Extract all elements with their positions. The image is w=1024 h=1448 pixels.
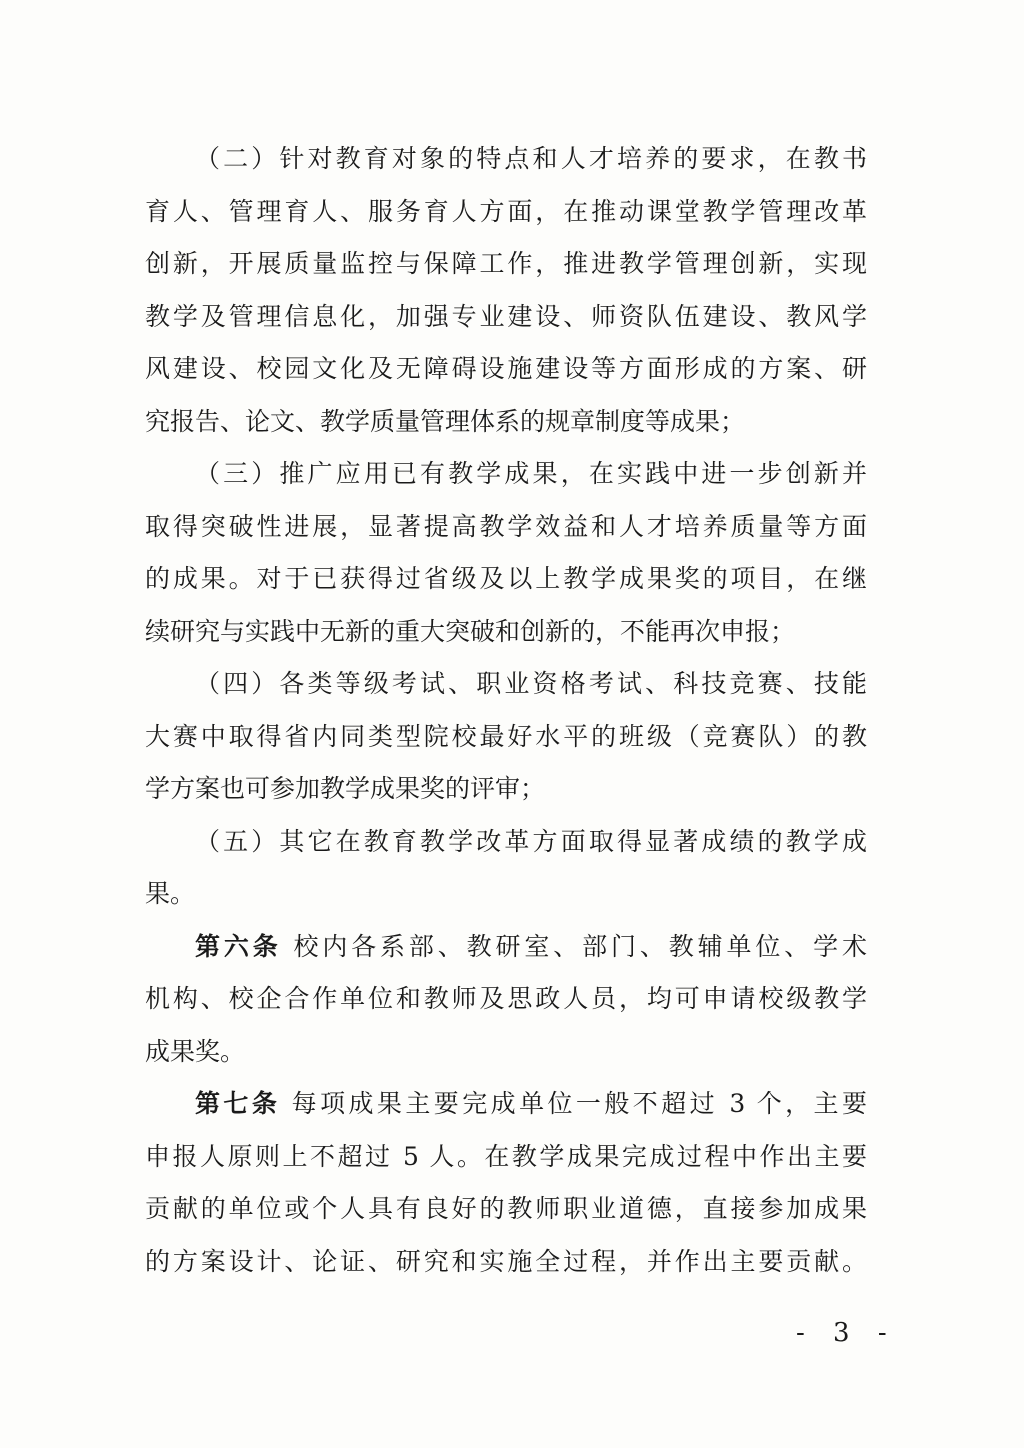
line-text: （二）针对教育对象的特点和人才培养的要求，在教书 [195,144,867,173]
page-number: - 3 - [796,1318,897,1348]
text-line [145,501,867,554]
line-text: 成果奖。 [145,1036,246,1066]
line-text: 的方案设计、论证、研究和实施全过程，并作出主要贡献。 [145,1246,867,1276]
line-text: 取得突破性进展，显著提高教学效益和人才培养质量等方面 [145,511,867,541]
line-text: 教学及管理信息化，加强专业建设、师资队伍建设、教风学 [145,301,867,331]
text-line [145,1183,867,1236]
line-text: 申报人原则上不超过 5 人。在教学成果完成过程中作出主要 [145,1141,867,1171]
text-line [145,658,867,711]
text-line [145,1026,867,1079]
line-text: 究报告、论文、教学质量管理体系的规章制度等成果； [145,406,746,436]
article-heading: 第七条 [195,1089,281,1118]
document-body [145,133,867,1288]
text-line [145,238,867,291]
line-text: 风建设、校园文化及无障碍设施建设等方面形成的方案、研 [145,354,867,383]
line-text: 续研究与实践中无新的重大突破和创新的，不能再次申报； [145,616,796,646]
line-text: 果。 [145,879,196,908]
text-line [145,396,867,449]
line-text: 机构、校企合作单位和教师及思政人员，均可申请校级教学 [145,984,867,1013]
line-text: 育人、管理育人、服务育人方面，在推动课堂教学管理改革 [145,196,867,226]
line-text: 每项成果主要完成单位一般不超过 3 个，主要 [280,1089,867,1118]
text-line [145,711,867,764]
text-line [145,448,867,501]
line-text: 学方案也可参加教学成果奖的评审； [145,774,546,803]
line-text: 大赛中取得省内同类型院校最好水平的班级（竞赛队）的教 [145,721,867,751]
text-line [145,291,867,344]
text-line [145,133,867,186]
text-line [145,1236,867,1289]
text-line [145,343,867,396]
text-line [145,868,867,921]
line-text: 贡献的单位或个人具有良好的教师职业道德，直接参加成果 [145,1194,867,1223]
text-line [145,816,867,869]
line-text: 校内各系部、教研室、部门、教辅单位、学术 [281,931,867,961]
text-line [145,606,867,659]
text-line [145,921,867,974]
line-text: （四）各类等级考试、职业资格考试、科技竞赛、技能 [195,669,867,698]
line-text: （五）其它在教育教学改革方面取得显著成绩的教学成 [195,826,867,856]
line-text: 创新，开展质量监控与保障工作，推进教学管理创新，实现 [145,249,867,278]
text-line [145,763,867,816]
text-line [145,186,867,239]
text-line [145,1078,867,1131]
article-heading: 第六条 [195,931,282,961]
line-text: 的成果。对于已获得过省级及以上教学成果奖的项目，在继 [145,564,867,593]
line-text: （三）推广应用已有教学成果，在实践中进一步创新并 [195,459,867,488]
text-line [145,973,867,1026]
text-line [145,553,867,606]
text-line [145,1131,867,1184]
